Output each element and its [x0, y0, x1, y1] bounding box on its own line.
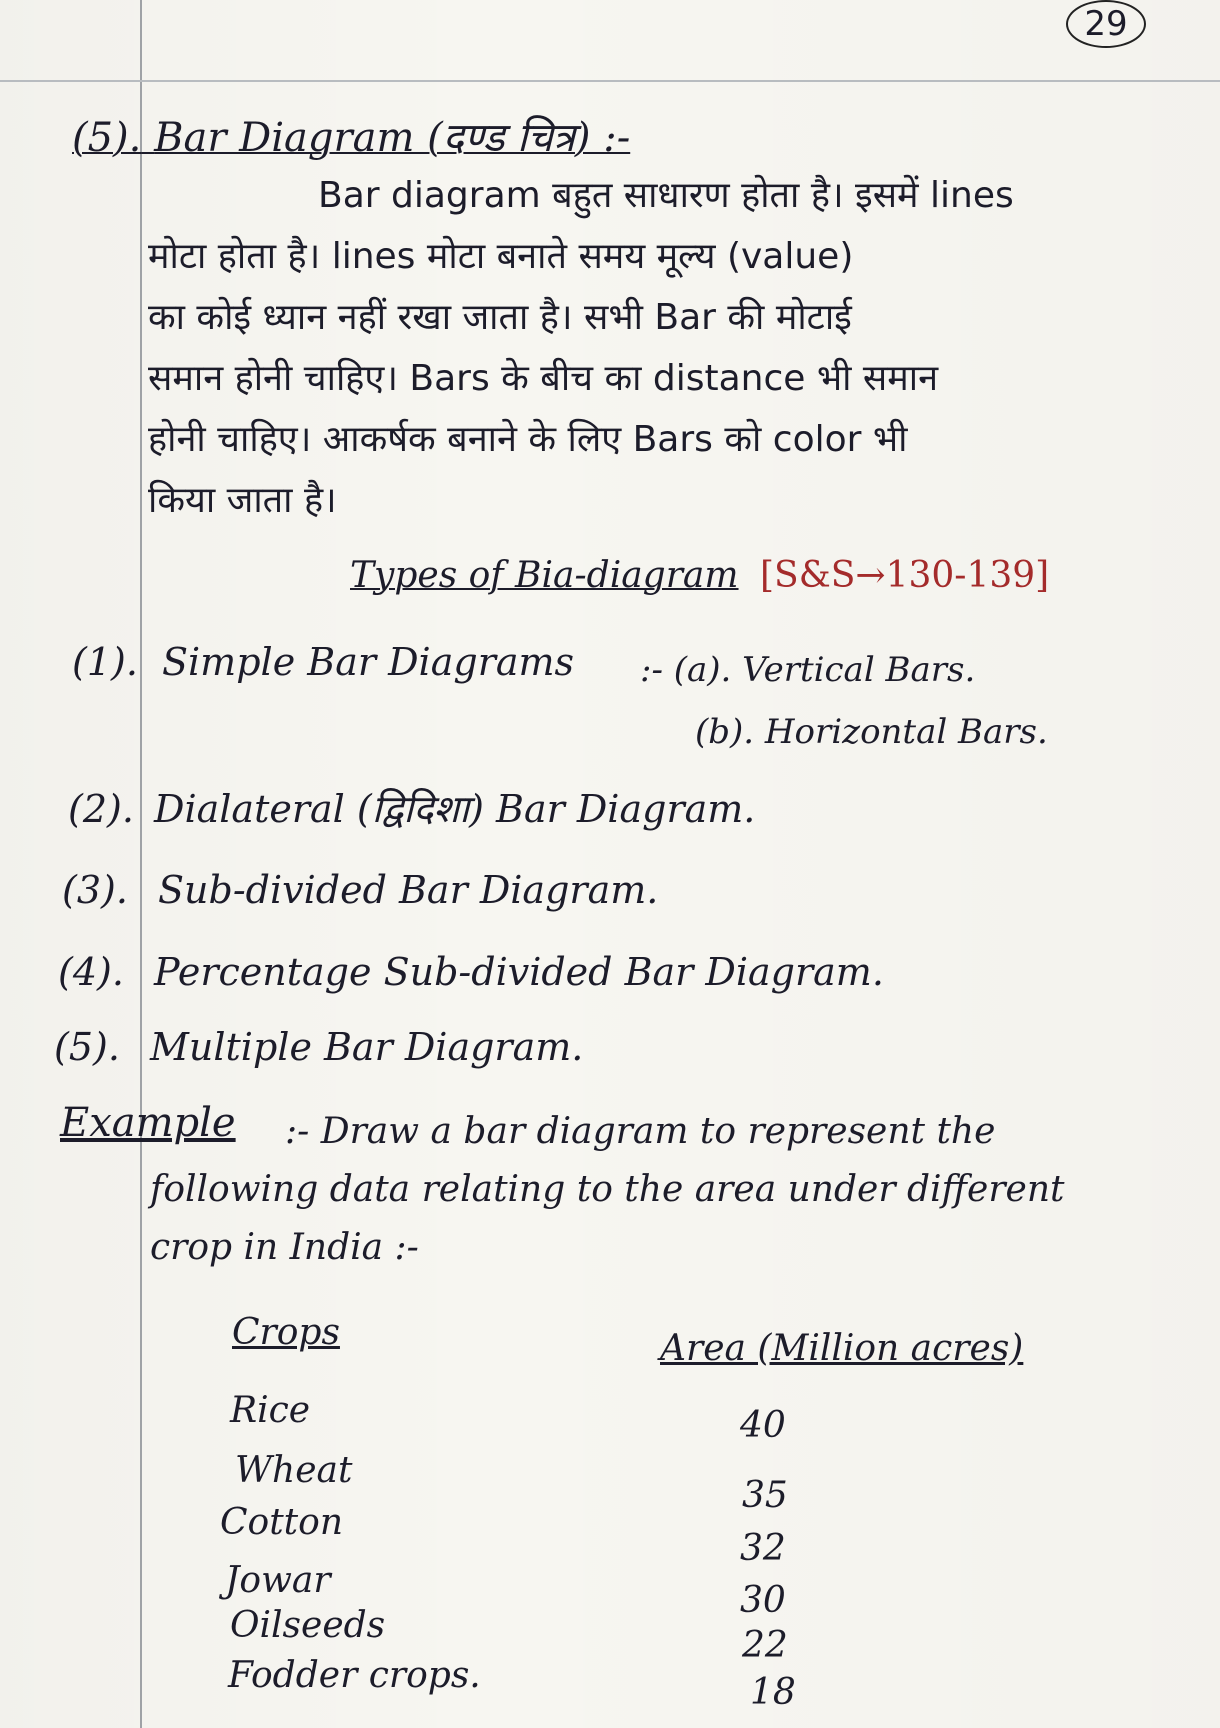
page-number: 29: [1066, 0, 1146, 48]
type-number: (4).: [58, 950, 124, 994]
type-item-4: [58, 950, 884, 994]
paragraph-line: Bar diagram बहुत साधारण होता है। इसमें lines: [318, 175, 1014, 216]
types-heading-reference: [S&S→130-139]: [759, 555, 1050, 596]
type-number: (3).: [62, 868, 128, 912]
types-heading-title: Types of Bia-diagram: [350, 555, 739, 596]
type-number: (1).: [72, 640, 138, 684]
type-item-5: [54, 1025, 583, 1069]
section-number: (5).: [72, 115, 142, 161]
crop-cell: Cotton: [220, 1502, 344, 1543]
crop-cell: Rice: [230, 1390, 311, 1431]
type-number: (2).: [68, 787, 134, 831]
paragraph-line: समान होनी चाहिए। Bars के बीच का distance भी समान: [148, 358, 939, 399]
area-cell: 18: [750, 1672, 796, 1713]
section-heading: [72, 108, 630, 163]
paragraph-line: का कोई ध्यान नहीं रखा जाता है। सभी Bar की मोटाई: [148, 297, 852, 338]
example-line: :- Draw a bar diagram to represent the: [285, 1111, 996, 1152]
margin-line: [140, 0, 142, 1728]
area-cell: 30: [740, 1580, 786, 1621]
type-item-1: [72, 640, 574, 684]
type-label: Dialateral (द्विदिशा) Bar Diagram.: [154, 787, 756, 831]
crop-cell: Wheat: [235, 1450, 353, 1491]
paragraph-line: होनी चाहिए। आकर्षक बनाने के लिए Bars को color भी: [148, 419, 908, 460]
crop-cell: Jowar: [225, 1560, 331, 1601]
type-label: Simple Bar Diagrams: [162, 640, 575, 684]
column-header-area: Area (Million acres): [660, 1328, 1024, 1369]
section-title: Bar Diagram (दण्ड चित्र) :-: [154, 115, 631, 161]
type-label: Percentage Sub-divided Bar Diagram.: [154, 950, 884, 994]
area-cell: 32: [740, 1528, 786, 1569]
type-item-2: [68, 782, 755, 834]
example-label: Example: [60, 1100, 236, 1146]
simple-option-vertical: :- (a). Vertical Bars.: [640, 650, 976, 690]
example-line: crop in India :-: [150, 1227, 419, 1268]
type-label: Multiple Bar Diagram.: [150, 1025, 584, 1069]
area-cell: 22: [742, 1625, 788, 1666]
types-heading: [350, 555, 1049, 596]
type-item-3: [62, 868, 658, 912]
crop-cell: Oilseeds: [230, 1605, 386, 1646]
type-label: Sub-divided Bar Diagram.: [158, 868, 659, 912]
column-header-crops: Crops: [232, 1312, 340, 1353]
paragraph-line: किया जाता है।: [148, 480, 337, 521]
type-number: (5).: [54, 1025, 120, 1069]
crop-cell: Fodder crops.: [228, 1655, 481, 1696]
simple-option-horizontal: (b). Horizontal Bars.: [695, 712, 1048, 752]
paragraph-line: मोटा होता है। lines मोटा बनाते समय मूल्य (value): [148, 236, 854, 277]
area-cell: 40: [740, 1405, 786, 1446]
top-rule: [0, 80, 1220, 82]
description-paragraph: [148, 165, 1208, 531]
example-text: [150, 1103, 1190, 1277]
example-line: following data relating to the area under different: [150, 1169, 1065, 1210]
area-cell: 35: [742, 1475, 788, 1516]
